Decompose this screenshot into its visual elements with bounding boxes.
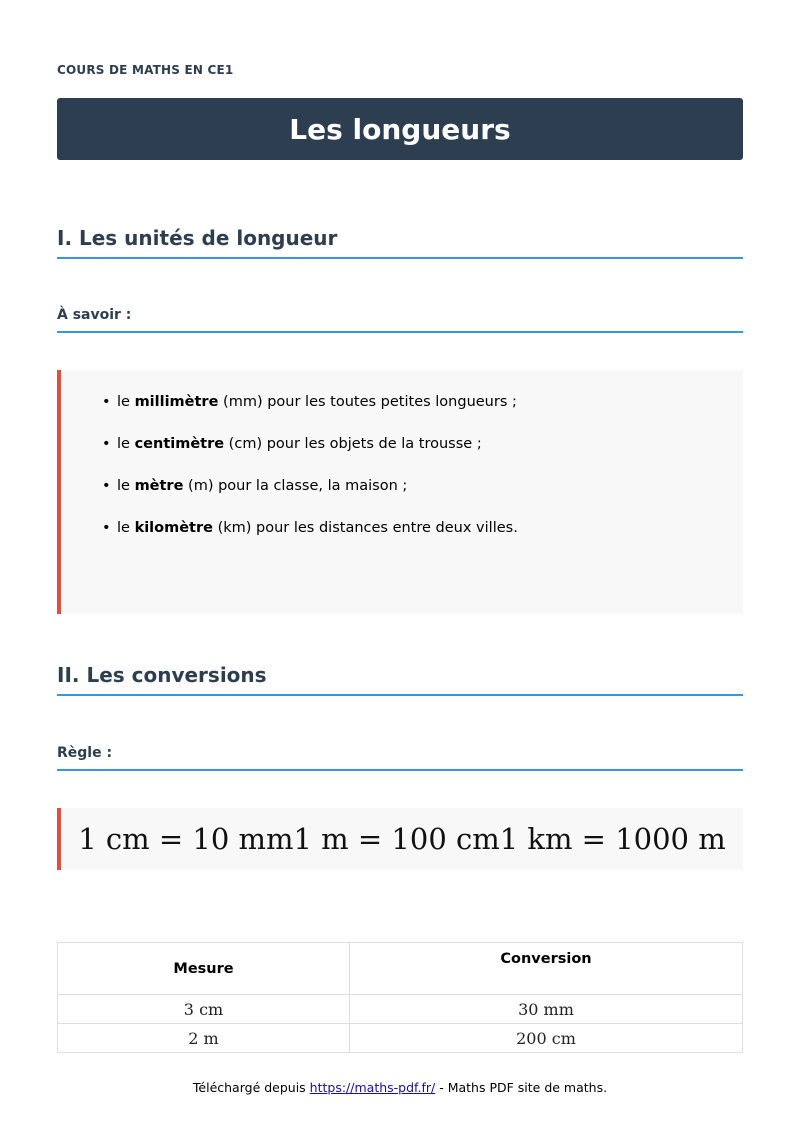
list-item: • le centimètre (cm) pour les objets de la trousse ;: [102, 436, 482, 452]
list-item: • le millimètre (mm) pour les toutes petites longueurs ;: [102, 394, 517, 410]
bullet-icon: •: [102, 520, 111, 536]
formula-box: [57, 808, 743, 870]
units-box: [57, 370, 743, 614]
conversion-formula: 1 cm = 10 mm1 m = 100 cm1 km = 1000 m: [78, 822, 726, 856]
footer-link[interactable]: https://maths-pdf.fr/: [309, 1080, 436, 1095]
section-divider: [57, 257, 743, 259]
table-header-row: [58, 943, 743, 995]
section-heading-conversions: II. Les conversions: [57, 663, 267, 687]
list-item: • le mètre (m) pour la classe, la maison ;: [102, 478, 408, 494]
footer-suffix: - Maths PDF site de maths.: [435, 1080, 608, 1095]
bullet-icon: •: [102, 436, 111, 452]
page-title: Les longueurs: [289, 112, 511, 146]
column-header-conversion: Conversion: [350, 943, 743, 995]
table-cell: 3 cm: [58, 995, 350, 1024]
list-item: • le kilomètre (km) pour les distances entre deux villes.: [102, 520, 518, 536]
subheading-divider: [57, 331, 743, 333]
footer: [0, 1080, 800, 1095]
section-heading-units: I. Les unités de longueur: [57, 226, 338, 250]
column-header-mesure: Mesure: [58, 943, 350, 995]
course-label: COURS DE MATHS EN CE1: [57, 63, 234, 77]
table-cell: 30 mm: [350, 995, 743, 1024]
conversion-table: [57, 942, 743, 1053]
footer-prefix: Téléchargé depuis: [192, 1080, 310, 1095]
subheading-regle: Règle :: [57, 745, 113, 761]
table-row: [58, 1024, 743, 1053]
table-row: [58, 995, 743, 1024]
table-cell: 2 m: [58, 1024, 350, 1053]
units-list: [61, 370, 743, 538]
subheading-divider: [57, 769, 743, 771]
subheading-a-savoir: À savoir :: [57, 307, 132, 323]
title-banner: [57, 98, 743, 160]
section-divider: [57, 694, 743, 696]
bullet-icon: •: [102, 478, 111, 494]
bullet-icon: •: [102, 394, 111, 410]
table-cell: 200 cm: [350, 1024, 743, 1053]
